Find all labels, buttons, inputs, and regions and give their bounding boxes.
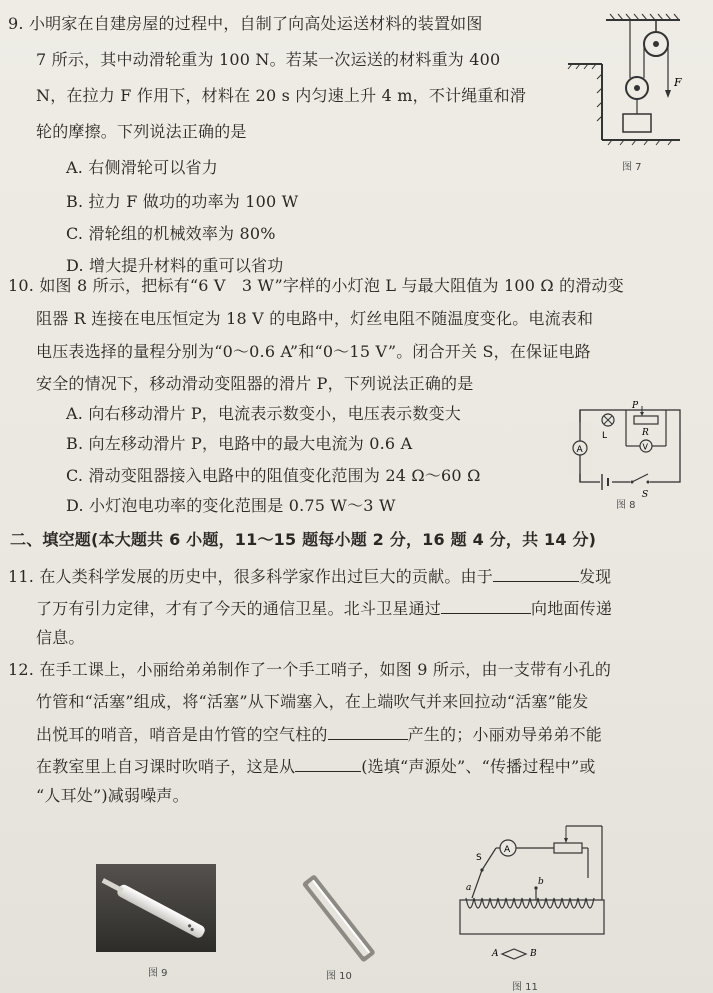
q9-line-4: 轮的摩擦。下列说法正确的是	[36, 122, 247, 141]
figure-9-whistle-photo	[96, 864, 216, 952]
figure-11-ammeter-label: A	[504, 845, 511, 855]
figure-7-pulley-diagram	[568, 12, 688, 172]
q10-line-4: 安全的情况下，移动滑动变阻器的滑片 P，下列说法正确的是	[36, 374, 474, 393]
q10-option-d: D. 小灯泡电功率的变化范围是 0.75 W～3 W	[66, 496, 396, 515]
q11-text-2b: 向地面传递	[531, 599, 613, 618]
q12-line-4	[36, 756, 596, 777]
figure-8-ammeter-label: A	[576, 445, 583, 455]
figure-10-tube-photo	[286, 872, 390, 966]
figure-11-right-pole-label: B	[530, 949, 537, 959]
q9-option-c: C. 滑轮组的机械效率为 80%	[66, 224, 276, 243]
q12-text-4b: (选填“声源处”、“传播过程中”或	[361, 757, 596, 776]
q11-blank-1[interactable]	[493, 566, 579, 582]
q10-line-3: 电压表选择的量程分别为“0～0.6 A”和“0～15 V”。闭合开关 S，在保证电路	[36, 342, 591, 361]
q12-text-3a: 出悦耳的哨音，哨音是由竹管的空气柱的	[36, 725, 328, 744]
figure-8-slider-label: P	[632, 401, 639, 411]
figure-11-caption: 图 11	[512, 982, 538, 993]
q12-blank-1[interactable]	[328, 724, 408, 740]
q9-line-2: 7 所示，其中动滑轮重为 100 N。若某一次运送的材料重为 400	[36, 50, 501, 69]
q12-text-4a: 在教室里上自习课时吹哨子，这是从	[36, 757, 296, 776]
figure-11-switch-label: S	[476, 853, 482, 863]
figure-9-caption: 图 9	[148, 968, 168, 979]
q9-line-1: 9. 小明家在自建房屋的过程中，自制了向高处运送材料的装置如图	[8, 14, 483, 33]
figure-8-resistor-label: R	[642, 428, 649, 438]
q10-option-b: B. 向左移动滑片 P，电路中的最大电流为 0.6 A	[66, 434, 413, 453]
q10-line-2: 阻器 R 连接在电压恒定为 18 V 的电路中，灯丝电阻不随温度变化。电流表和	[36, 309, 594, 328]
figure-11-b-label: b	[538, 877, 544, 887]
figure-11-left-pole-label: A	[492, 949, 499, 959]
q12-text-3b: 产生的；小丽劝导弟弟不能	[407, 725, 603, 744]
figure-10-caption: 图 10	[326, 971, 352, 982]
figure-8-lamp-label: L	[602, 431, 608, 441]
q11-text-1a: 11. 在人类科学发展的历史中，很多科学家作出过巨大的贡献。由于	[8, 567, 493, 586]
figure-8-switch-label: S	[642, 490, 649, 500]
figure-7-force-label: F	[674, 76, 682, 89]
section-2-heading: 二、填空题(本大题共 6 小题，11～15 题每小题 2 分，16 题 4 分，共 14 分)	[10, 530, 597, 549]
q10-option-c: C. 滑动变阻器接入电路中的阻值变化范围为 24 Ω～60 Ω	[66, 466, 481, 485]
q11-text-2a: 了万有引力定律，才有了今天的通信卫星。北斗卫星通过	[36, 599, 442, 618]
q9-option-a: A. 右侧滑轮可以省力	[66, 158, 218, 177]
q11-line-1	[8, 566, 611, 587]
q11-text-1b: 发现	[578, 567, 612, 586]
q9-option-b: B. 拉力 F 做功的功率为 100 W	[66, 192, 299, 211]
q11-line-2	[36, 598, 612, 619]
q10-line-1: 10. 如图 8 所示，把标有“6 V 3 W”字样的小灯泡 L 与最大阻值为 100 Ω 的滑动变	[8, 276, 624, 295]
q12-line-5: “人耳处”)减弱噪声。	[36, 786, 189, 805]
figure-7-caption: 图 7	[622, 162, 642, 173]
q12-blank-2[interactable]	[295, 756, 361, 772]
figure-11-a-label: a	[466, 883, 472, 893]
q9-line-3: N，在拉力 F 作用下，材料在 20 s 内匀速上升 4 m，不计绳重和滑	[36, 86, 527, 105]
figure-8-circuit-diagram	[568, 401, 686, 500]
figure-8-caption: 图 8	[616, 500, 636, 511]
q11-blank-2[interactable]	[441, 598, 531, 614]
q12-line-2: 竹管和“活塞”组成，将“活塞”从下端塞入，在上端吹气并来回拉动“活塞”能发	[36, 692, 589, 711]
q12-line-1: 12. 在手工课上，小丽给弟弟制作了一个手工哨子，如图 9 所示，由一支带有小孔的	[8, 660, 612, 679]
figure-8-voltmeter-label: V	[642, 442, 648, 452]
q9-option-d: D. 增大提升材料的重可以省功	[66, 256, 284, 275]
q11-line-3: 信息。	[36, 628, 85, 647]
figure-11-electromagnet-circuit	[452, 818, 612, 959]
q12-line-3	[36, 724, 602, 745]
q10-option-a: A. 向右移动滑片 P，电流表示数变小，电压表示数变大	[66, 404, 461, 423]
